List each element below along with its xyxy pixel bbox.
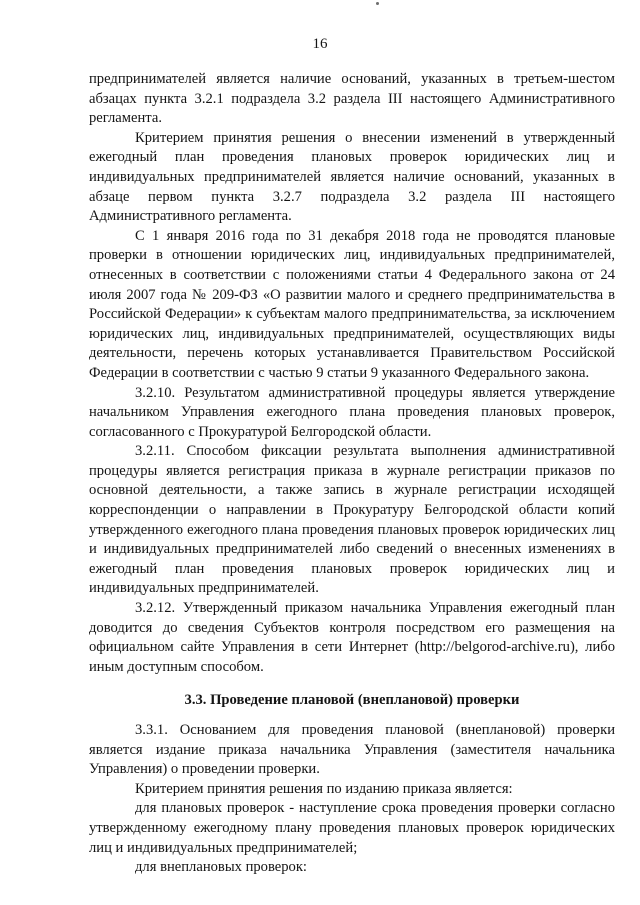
paragraph-unplanned-checks: для внеплановых проверок: bbox=[135, 859, 307, 876]
paragraph-3-2-10: 3.2.10. Результатом административной процедуры является утверждение начальником Управления ежегодного плана проведения плановых проверок, согласованного с Прокуратурой Белгородской области. bbox=[89, 384, 615, 440]
document-body bbox=[89, 70, 615, 878]
paragraph-3-2-11: 3.2.11. Способом фиксации результата выполнения административной процедуры является регистрация приказа в журнале регистрации приказов по основной деятельности, а также запись в журнале регистрации исходящей корреспонденции о направлении в Прокуратуру Белгородской области копий утвержденного ежегодного плана проведения плановых проверок юридических лиц и индивидуальных предпринимателей либо сведений о внесенных изменениях в ежегодный план проведения плановых проверок юридических лиц и индивидуальных предпринимателей. bbox=[89, 443, 615, 597]
paragraph-3-3-1: 3.3.1. Основанием для проведения плановой (внеплановой) проверки является издание приказа начальника Управления (заместителя начальника Управления) о проведении проверки. bbox=[89, 722, 615, 778]
paragraph-criterion-changes: Критерием принятия решения о внесении изменений в утвержденный ежегодный план проведения плановых проверок юридических лиц и индивидуальных предпринимателей является наличие оснований, указанных в абзаце первом пункта 3.2.7 подраздела 3.2 раздела III настоящего Административного регламента. bbox=[89, 129, 615, 225]
paragraph-planned-checks: для плановых проверок - наступление срока проведения проверки согласно утвержденному ежегодному плану проведения плановых проверок юридических лиц и индивидуальных предпринимателей; bbox=[89, 800, 615, 856]
paragraph-3-2-12: 3.2.12. Утвержденный приказом начальника Управления ежегодный план доводится до сведения Субъектов контроля посредством его размещения на официальном сайте Управления в сети Интернет (http://belgorod-archive.ru), либо иным доступным способом. bbox=[89, 600, 615, 675]
scan-speck bbox=[376, 2, 379, 5]
paragraph-continuation: предпринимателей является наличие оснований, указанных в третьем-шестом абзацах пункта 3.2.1 подраздела 3.2 раздела III настоящего Административного регламента. bbox=[89, 71, 615, 127]
paragraph-moratorium: С 1 января 2016 года по 31 декабря 2018 года не проводятся плановые проверки в отношении юридических лиц, индивидуальных предпринимателей, отнесенных в соответствии с положениями статьи 4 Федерального закона от 24 июля 2007 года № 209-ФЗ «О развитии малого и среднего предпринимательства в Российской Федерации» к субъектам малого предпринимательства, за исключением юридических лиц, индивидуальных предпринимателей, осуществляющих виды деятельности, перечень которых устанавливается Правительством Российской Федерации в соответствии с частью 9 статьи 9 указанного Федерального закона. bbox=[89, 227, 615, 381]
paragraph-criterion-order: Критерием принятия решения по изданию приказа является: bbox=[135, 780, 513, 797]
section-heading-3-3: 3.3. Проведение плановой (внеплановой) проверки bbox=[184, 692, 520, 709]
page-number: 16 bbox=[312, 36, 328, 52]
